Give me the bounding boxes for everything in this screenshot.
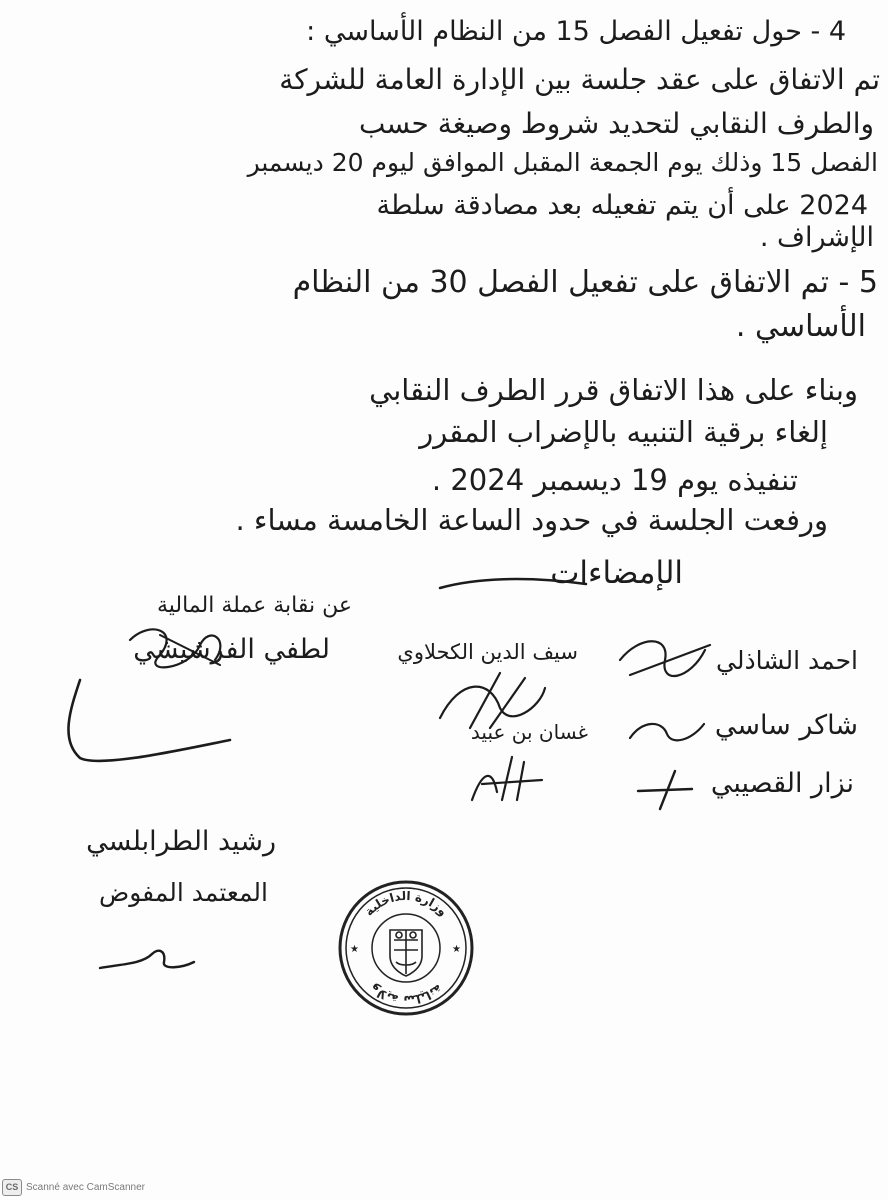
official-stamp	[336, 878, 476, 1018]
item-4-line-4: 2024 على أن يتم تفعيله بعد مصادقة سلطة	[376, 190, 868, 221]
union-rep-signature	[40, 600, 270, 770]
delegate-signature	[92, 940, 202, 980]
svg-text:★: ★	[452, 944, 461, 955]
signature-5	[630, 765, 700, 815]
conclusion-line-3: تنفيذه يوم 19 ديسمبر 2024 .	[431, 463, 798, 497]
camscanner-logo-icon: CS	[2, 1179, 22, 1196]
signatory-name-4: غسان بن عبيد	[470, 720, 588, 744]
signature-1	[610, 630, 720, 690]
scanner-watermark	[2, 1176, 145, 1198]
union-rep-line-2: لطفي الفرشيشي	[133, 634, 330, 665]
stamp-emblem	[390, 930, 422, 976]
svg-text:وزارة الداخلية	[362, 889, 450, 919]
conclusion-line-2: إلغاء برقية التنبيه بالإضراب المقرر	[419, 415, 828, 449]
item-4-line-5: الإشراف .	[759, 222, 874, 253]
item-4-title: 4 - حول تفعيل الفصل 15 من النظام الأساسي :	[306, 16, 846, 47]
conclusion-line-1: وبناء على هذا الاتفاق قرر الطرف النقابي	[369, 373, 858, 407]
signature-3	[622, 710, 712, 750]
signatures-heading: الإمضاءات	[550, 555, 683, 591]
signatures-heading-underline	[436, 574, 596, 594]
item-4-line-2: والطرف النقابي لتحديد شروط وصيغة حسب	[359, 107, 874, 140]
delegate-name: رشيد الطرابلسي	[86, 826, 276, 857]
svg-text:★: ★	[350, 944, 359, 955]
stamp-text-top: وزارة الداخلية	[361, 888, 451, 919]
signatory-name-1: احمد الشاذلي	[716, 646, 858, 675]
signatory-name-3: شاكر ساسي	[714, 710, 858, 741]
signature-4	[462, 752, 552, 812]
scanner-label: Scanné avec CamScanner	[26, 1181, 145, 1193]
conclusion-line-4: ورفعت الجلسة في حدود الساعة الخامسة مساء .	[235, 503, 828, 537]
stamp-text-bottom: ولاية سليانة	[367, 981, 445, 1008]
item-4-line-3: الفصل 15 وذلك يوم الجمعة المقبل الموافق ليوم 20 ديسمبر	[247, 148, 878, 177]
delegate-role: المعتمد المفوض	[99, 878, 268, 907]
svg-text:ولاية سليانة	[367, 981, 445, 1008]
union-rep-line-1: عن نقابة عملة المالية	[156, 593, 352, 618]
item-5-line-1: 5 - تم الاتفاق على تفعيل الفصل 30 من النظام	[292, 265, 878, 300]
item-5-line-2: الأساسي .	[735, 309, 866, 344]
signatory-name-2: سيف الدين الكحلاوي	[397, 640, 578, 664]
signatory-name-5: نزار القصيبي	[710, 768, 854, 799]
item-4-line-1: تم الاتفاق على عقد جلسة بين الإدارة العامة للشركة	[279, 63, 880, 96]
